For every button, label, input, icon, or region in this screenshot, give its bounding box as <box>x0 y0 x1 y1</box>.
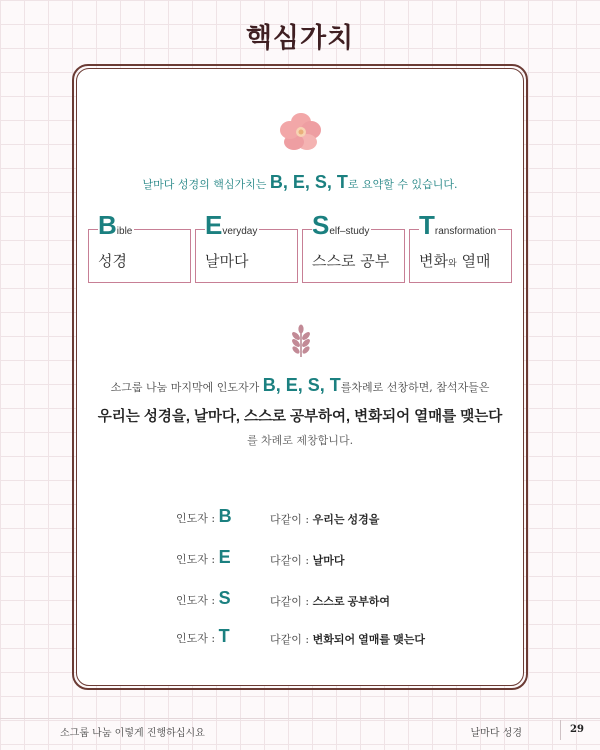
all-response <box>270 631 425 647</box>
leaf-icon <box>290 324 312 358</box>
all-text: 변화되어 열매를 맺는다 <box>312 634 425 646</box>
best-box-everyday <box>195 210 298 283</box>
footer-book-title: 날마다 성경 <box>470 728 522 739</box>
all-response <box>270 552 344 568</box>
all-label: 다같이 : <box>270 633 313 646</box>
desc1-after: 를차례로 선창하면, 참석자들은 <box>340 381 490 394</box>
description-line-1 <box>76 375 524 396</box>
response-row <box>176 546 476 570</box>
best-letter: E <box>205 210 223 240</box>
leader-label: 인도자 : <box>176 594 219 607</box>
leader-call <box>176 506 232 527</box>
leader-letter: B <box>218 506 232 526</box>
best-korean: 날마다 <box>205 252 249 270</box>
intro-text <box>76 172 524 193</box>
best-korean: 스스로 공부 <box>312 252 390 270</box>
leader-call <box>176 626 230 647</box>
footer-section-title: 소그룹 나눔 이렇게 진행하십시요 <box>60 728 205 739</box>
desc1-letters: B, E, S, T <box>262 375 341 395</box>
best-letter: T <box>419 210 435 240</box>
leader-letter: T <box>218 626 230 646</box>
all-label: 다같이 : <box>270 513 313 526</box>
all-text: 스스로 공부하여 <box>312 596 391 608</box>
all-response <box>270 593 390 609</box>
best-korean-wa: 와 <box>447 259 457 269</box>
best-box-bible <box>88 210 191 283</box>
leader-label: 인도자 : <box>176 553 219 566</box>
best-head-bible <box>98 212 134 238</box>
desc1-before: 소그룹 나눔 마지막에 인도자가 <box>110 381 263 394</box>
best-letter: B <box>98 210 117 240</box>
leader-letter: E <box>218 547 231 567</box>
response-row <box>176 505 476 529</box>
all-label: 다같이 : <box>270 595 313 608</box>
all-text: 날마다 <box>312 555 345 567</box>
footer-separator <box>560 720 561 740</box>
best-head-self-study <box>312 212 371 238</box>
leader-label: 인도자 : <box>176 632 219 645</box>
best-letter: S <box>312 210 330 240</box>
flower-icon <box>278 112 324 152</box>
best-korean-b: 열매 <box>456 252 491 270</box>
leader-letter: S <box>218 588 231 608</box>
all-label: 다같이 : <box>270 554 313 567</box>
best-korean <box>419 250 490 271</box>
best-values-row <box>88 210 513 283</box>
description-line-2: 우리는 성경을, 날마다, 스스로 공부하여, 변화되어 열매를 맺는다 <box>97 409 503 425</box>
intro-letters: B, E, S, T <box>269 172 348 192</box>
leader-call <box>176 547 231 568</box>
page-title: 핵심가치 <box>245 23 355 54</box>
footer-divider <box>0 718 600 719</box>
leader-call <box>176 588 231 609</box>
description-line-3: 를 차례로 제창합니다. <box>246 434 354 447</box>
leader-label: 인도자 : <box>176 512 219 525</box>
best-korean-a: 변화 <box>419 252 448 270</box>
response-row <box>176 587 476 611</box>
page-number: 29 <box>570 724 584 735</box>
best-word-rest: ransformation <box>434 226 497 237</box>
best-head-transformation <box>419 212 498 238</box>
response-row <box>176 625 476 649</box>
intro-after: 로 요약할 수 있습니다. <box>347 178 458 191</box>
best-word-rest: elf–study <box>329 226 370 237</box>
best-box-transformation <box>409 210 512 283</box>
best-word-rest: ible <box>116 226 133 237</box>
best-box-self-study <box>302 210 405 283</box>
best-word-rest: veryday <box>222 226 258 237</box>
best-head-everyday <box>205 212 259 238</box>
all-text: 우리는 성경을 <box>312 514 380 526</box>
all-response <box>270 511 379 527</box>
best-korean: 성경 <box>98 252 127 270</box>
intro-before: 날마다 성경의 핵심가치는 <box>142 178 270 191</box>
